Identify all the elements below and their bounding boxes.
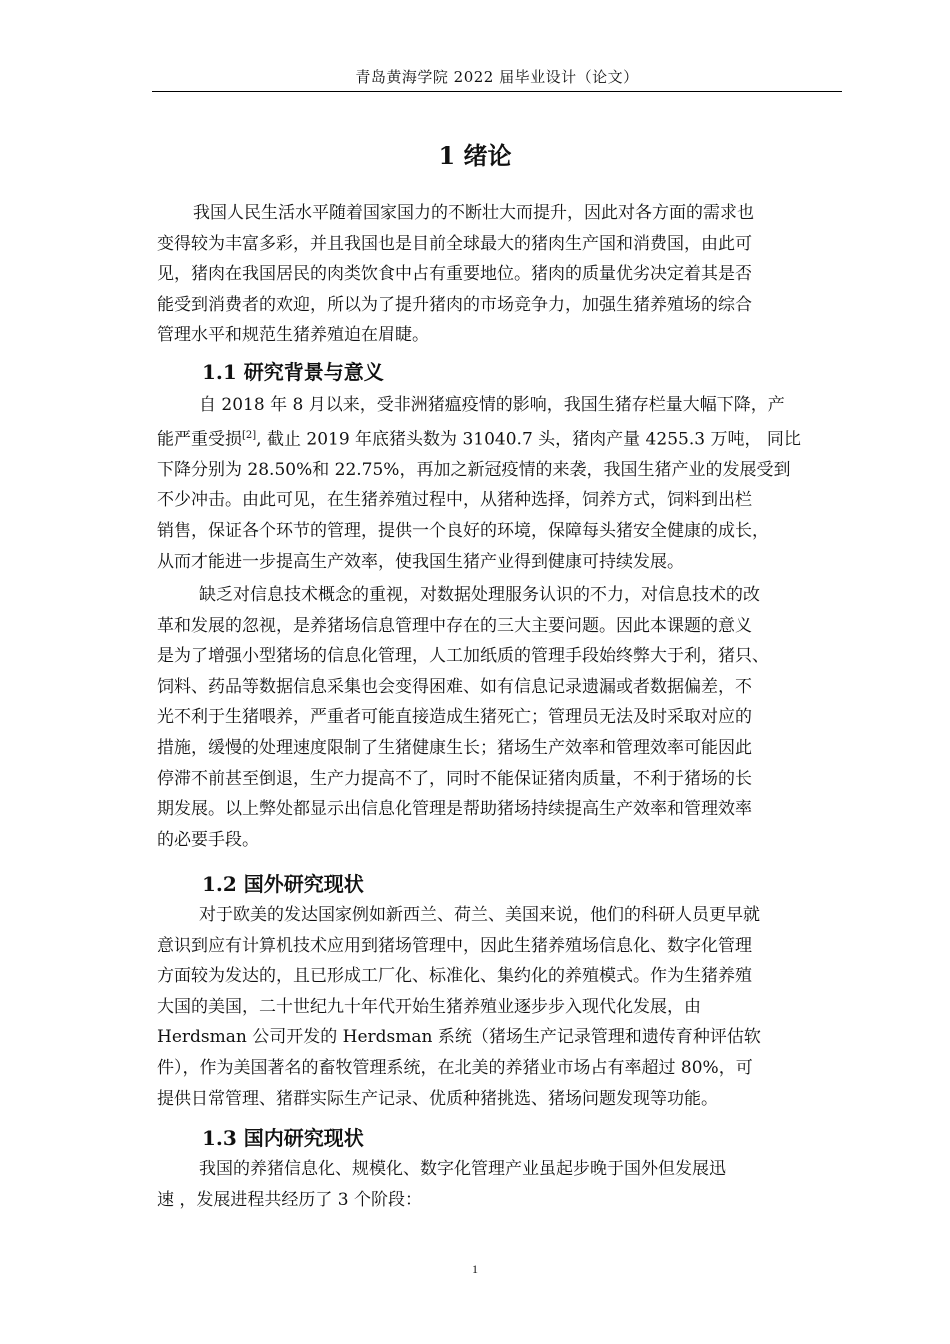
- paragraph-line: 对于欧美的发达国家例如新西兰、荷兰、美国来说，他们的科研人员更早就: [199, 905, 760, 925]
- paragraph-line: 是为了增强小型猪场的信息化管理，人工加纸质的管理手段始终弊大于利，猪只、: [157, 646, 769, 667]
- intro-line: 管理水平和规范生猪养殖迫在眉睫。: [157, 325, 429, 346]
- paragraph-line: 从而才能进一步提高生产效率，使我国生猪产业得到健康可持续发展。: [157, 551, 684, 572]
- paragraph-line: 下降分别为 28.50%和 22.75%，再加之新冠疫情的来袭，我国生猪产业的发展受到: [157, 459, 791, 480]
- citation-suffix: , 截止 2019 年底猪头数为 31040.7 头，猪肉产量 4255.3 万吨， 同比: [256, 429, 801, 450]
- section-heading-1-1: 1.1 研究背景与意义: [202, 360, 384, 384]
- page-number: 1: [472, 1262, 478, 1276]
- chapter-title: 1 绪论: [438, 141, 512, 170]
- paragraph-line: 自 2018 年 8 月以来，受非洲猪瘟疫情的影响，我国生猪存栏量大幅下降，产: [199, 395, 785, 415]
- citation-prefix: 能严重受损: [157, 429, 242, 450]
- section-heading-1-2: 1.2 国外研究现状: [202, 872, 364, 896]
- paragraph-line: 销售，保证各个环节的管理，提供一个良好的环境，保障每头猪安全健康的成长，: [157, 521, 769, 542]
- paragraph-line: Herdsman 公司开发的 Herdsman 系统（猪场生产记录管理和遗传育种评估软: [157, 1027, 761, 1048]
- intro-line: 变得较为丰富多彩，并且我国也是目前全球最大的猪肉生产国和消费国，由此可: [157, 233, 752, 254]
- paragraph-line: 光不利于生猪喂养，严重者可能直接造成生猪死亡；管理员无法及时采取对应的: [157, 707, 752, 728]
- paragraph-line: 提供日常管理、猪群实际生产记录、优质种猪挑选、猪场问题发现等功能。: [157, 1088, 718, 1109]
- intro-line: 我国人民生活水平随着国家国力的不断壮大而提升，因此对各方面的需求也: [193, 203, 754, 223]
- paragraph-line: 大国的美国，二十世纪九十年代开始生猪养殖业逐步步入现代化发展，由: [157, 996, 701, 1017]
- section-1-1-paragraph-2: [157, 580, 843, 855]
- header-text: 青岛黄海学院 2022 届毕业设计（论文）: [355, 68, 639, 86]
- paragraph-line: 措施，缓慢的处理速度限制了生猪健康生长；猪场生产效率和管理效率可能因此: [157, 737, 752, 758]
- section-1-1-paragraph-1: [157, 390, 843, 577]
- paragraph-line: 意识到应有计算机技术应用到猪场管理中，因此生猪养殖场信息化、数字化管理: [157, 935, 752, 956]
- paragraph-line: 的必要手段。: [157, 829, 259, 850]
- paragraph-line: 停滞不前甚至倒退，生产力提高不了，同时不能保证猪肉质量，不利于猪场的长: [157, 768, 752, 789]
- intro-line: 能受到消费者的欢迎，所以为了提升猪肉的市场竞争力，加强生猪养殖场的综合: [157, 294, 752, 315]
- paragraph-line-with-citation: [157, 421, 843, 455]
- citation-ref: [2]: [242, 429, 257, 441]
- intro-line: 见，猪肉在我国居民的肉类饮食中占有重要地位。猪肉的质量优劣决定着其是否: [157, 264, 752, 285]
- section-1-2-paragraph: [157, 900, 843, 1114]
- intro-paragraph: [157, 198, 843, 351]
- paragraph-line: 不少冲击。由此可见，在生猪养殖过程中，从猪种选择，饲养方式，饲料到出栏: [157, 490, 752, 511]
- paragraph-line: 件），作为美国著名的畜牧管理系统，在北美的养猪业市场占有率超过 80%，可: [157, 1057, 753, 1078]
- paragraph-line: 饲料、药品等数据信息采集也会变得困难、如有信息记录遗漏或者数据偏差，不: [157, 676, 752, 697]
- paragraph-line: 革和发展的忽视，是养猪场信息管理中存在的三大主要问题。因此本课题的意义: [157, 615, 752, 636]
- section-heading-1-3: 1.3 国内研究现状: [202, 1126, 364, 1150]
- section-1-3-paragraph: [157, 1154, 843, 1215]
- page-header: [152, 67, 842, 92]
- paragraph-line: 期发展。以上弊处都显示出信息化管理是帮助猪场持续提高生产效率和管理效率: [157, 799, 752, 820]
- paragraph-line: 我国的养猪信息化、规模化、数字化管理产业虽起步晚于国外但发展迅: [199, 1159, 726, 1179]
- paragraph-line: 缺乏对信息技术概念的重视，对数据处理服务认识的不力，对信息技术的改: [199, 585, 760, 605]
- paragraph-line: 方面较为发达的，且已形成工厂化、标准化、集约化的养殖模式。作为生猪养殖: [157, 966, 752, 987]
- paragraph-line: 速 ，发展进程共经历了 3 个阶段：: [157, 1189, 423, 1210]
